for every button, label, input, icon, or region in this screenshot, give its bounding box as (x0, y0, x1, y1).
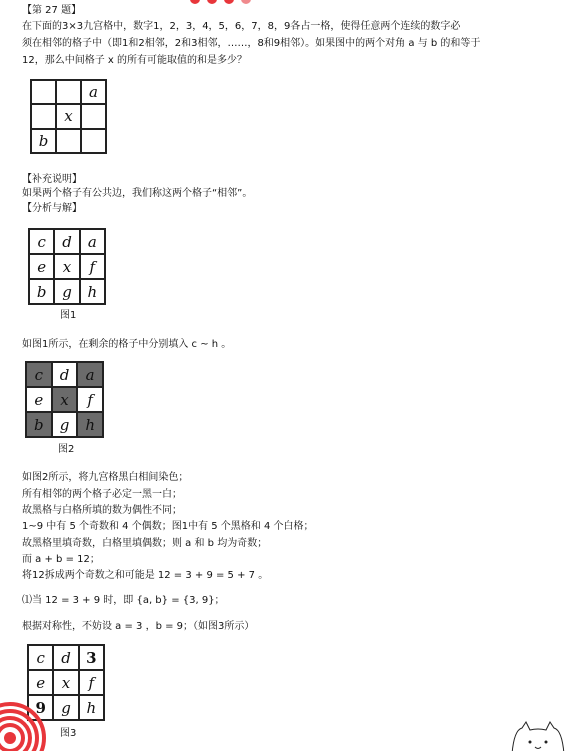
analysis-heading: 【分析与解】 (22, 203, 82, 214)
grid-cell: g (53, 695, 78, 720)
solution-line: 如图2所示，将九宫格黑白相间染色； (22, 472, 189, 483)
grid-cell (31, 80, 56, 104)
grid-cell (81, 129, 106, 153)
decoration-dot (207, 0, 217, 4)
grid-cell: h (77, 412, 103, 437)
grid-cell: b (26, 412, 52, 437)
figure-3-caption: 图3 (60, 728, 77, 739)
grid-cell (56, 129, 81, 153)
grid-cell: 9 (28, 695, 53, 720)
solution-line: 根据对称性，不妨设 a = 3 ，b = 9；（如图3所示） (22, 621, 255, 632)
solution-line: 1~9 中有 5 个奇数和 4 个偶数；图1中有 5 个黑格和 4 个白格； (22, 521, 314, 532)
solution-line: ⑴当 12 = 3 + 9 时，即 {a, b} = {3, 9}； (22, 595, 225, 606)
grid-cell: f (77, 387, 103, 412)
spiral-decoration-icon (0, 702, 46, 751)
grid-cell: a (81, 80, 106, 104)
supplement-heading: 【补充说明】 (22, 174, 82, 185)
grid-cell: g (52, 412, 78, 437)
grid-cell: e (29, 254, 54, 279)
grid-cell: x (54, 254, 79, 279)
solution-line: 将12拆成两个奇数之和可能是 12 = 3 + 9 = 5 + 7 。 (22, 570, 269, 581)
grid-cell: g (54, 279, 79, 304)
grid-cell: b (31, 129, 56, 153)
problem-line-2: 须在相邻的格子中（即1和2相邻，2和3相邻，……，8和9相邻）。如果图中的两个对角 a 与 b 的和等于 (22, 38, 481, 49)
grid-cell: x (53, 670, 78, 695)
problem-line-3: 12，那么中间格子 x 的所有可能取值的和是多少？ (22, 55, 247, 66)
decoration-dot (241, 0, 251, 4)
figure-1-grid (28, 228, 106, 305)
grid-cell: h (79, 695, 104, 720)
grid-cell: a (77, 362, 103, 387)
figure-1-text: 如图1所示，在剩余的格子中分别填入 c ~ h 。 (22, 339, 232, 350)
grid-cell (81, 104, 106, 128)
grid-cell: e (28, 670, 53, 695)
solution-line: 所有相邻的两个格子必定一黑一白； (22, 489, 182, 500)
decoration-dot (190, 0, 200, 4)
solution-line: 而 a + b = 12； (22, 554, 100, 565)
grid-cell: d (53, 645, 78, 670)
grid-cell: x (56, 104, 81, 128)
grid-cell: d (54, 229, 79, 254)
problem-line-1: 在下面的3×3九宫格中，数字1，2，3，4，5，6，7，8，9各占一格，使得任意两个连续的数字必 (22, 21, 461, 32)
grid-cell: a (80, 229, 105, 254)
problem-grid (30, 79, 107, 154)
grid-cell: 3 (79, 645, 104, 670)
grid-cell: c (26, 362, 52, 387)
grid-cell: e (26, 387, 52, 412)
grid-cell: c (28, 645, 53, 670)
grid-cell: f (80, 254, 105, 279)
grid-cell: x (52, 387, 78, 412)
solution-line: 故黑格与白格所填的数为偶性不同； (22, 505, 182, 516)
grid-cell: f (79, 670, 104, 695)
decoration-dot (224, 0, 234, 4)
grid-cell: d (52, 362, 78, 387)
grid-cell (56, 80, 81, 104)
cat-doodle-icon (508, 720, 565, 751)
grid-cell: b (29, 279, 54, 304)
grid-cell (31, 104, 56, 128)
figure-2-caption: 图2 (58, 444, 75, 455)
problem-title: 【第 27 题】 (22, 5, 82, 16)
grid-cell: c (29, 229, 54, 254)
solution-line: 故黑格里填奇数，白格里填偶数；则 a 和 b 均为奇数； (22, 538, 268, 549)
grid-cell: h (80, 279, 105, 304)
figure-2-grid (25, 361, 104, 438)
supplement-text: 如果两个格子有公共边，我们称这两个格子“相邻”。 (22, 188, 253, 199)
figure-1-caption: 图1 (60, 310, 77, 321)
